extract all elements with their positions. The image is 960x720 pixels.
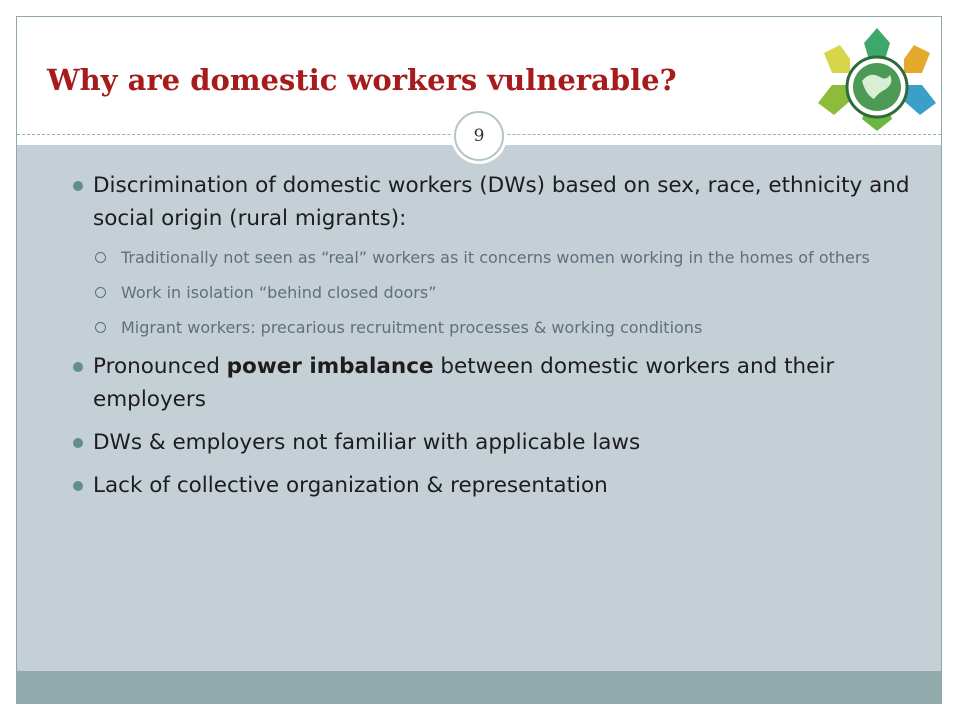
sub-bullet-text: Migrant workers: precarious recruitment processes & working conditions xyxy=(121,318,703,337)
bullet-list xyxy=(73,169,923,512)
sub-bullet-ring xyxy=(95,252,106,263)
bullet-text: Lack of collective organization & representation xyxy=(93,473,608,498)
slide-number-badge xyxy=(454,111,504,161)
sub-bullet-item xyxy=(73,280,923,306)
bullet-dot xyxy=(73,362,83,372)
sub-bullet-text: Work in isolation “behind closed doors” xyxy=(121,283,437,302)
bullet-text-emphasis: power imbalance xyxy=(226,354,434,379)
bullet-item xyxy=(73,350,923,416)
bullet-text: Discrimination of domestic workers (DWs) based on sex, race, ethnicity and social origin (rural migrants): xyxy=(93,173,910,231)
bullet-text: DWs & employers not familiar with applicable laws xyxy=(93,430,641,455)
slide-frame xyxy=(16,16,942,704)
bullet-item xyxy=(73,426,923,459)
bullet-text-prefix: Pronounced xyxy=(93,354,227,379)
bullet-dot xyxy=(73,181,83,191)
sub-bullet-item xyxy=(73,315,923,341)
bullet-dot xyxy=(73,438,83,448)
sub-bullet-item xyxy=(73,245,923,271)
bullet-dot xyxy=(73,481,83,491)
footer-band xyxy=(17,671,941,704)
sub-bullet-ring xyxy=(95,287,106,298)
globe-with-colored-petals-logo xyxy=(812,23,942,133)
slide-title: Why are domestic workers vulnerable? xyxy=(47,63,677,97)
sub-bullet-ring xyxy=(95,322,106,333)
bullet-item xyxy=(73,169,923,235)
bullet-item xyxy=(73,469,923,502)
slide-number: 9 xyxy=(473,126,485,146)
sub-bullet-text: Traditionally not seen as “real” workers as it concerns women working in the homes of others xyxy=(121,248,870,267)
bullet-text-suffix: between domestic workers and their employers xyxy=(93,354,835,412)
